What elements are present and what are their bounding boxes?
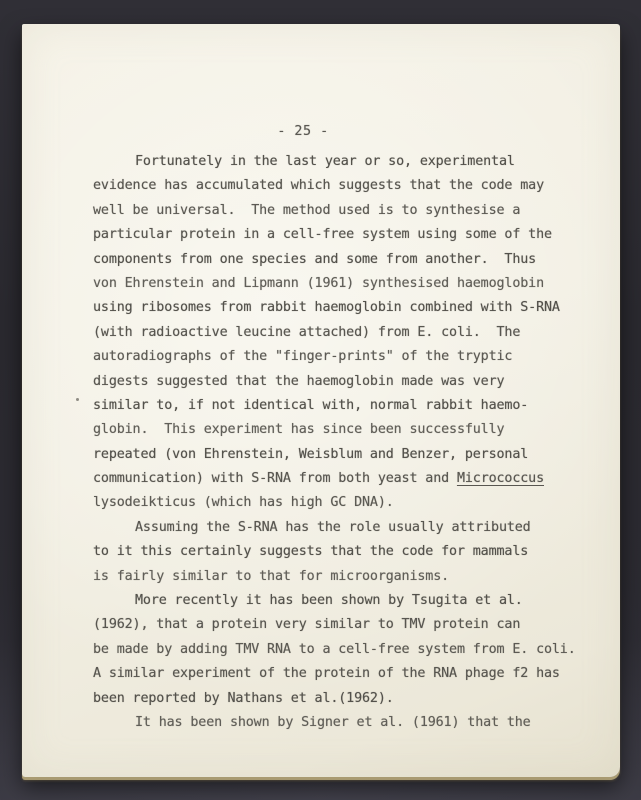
text-line (93, 418, 598, 442)
text-segment: (with radioactive leucine attached) from E. coli. The (93, 324, 521, 340)
text-segment: be made by adding TMV RNA to a cell-free system from E. coli. (93, 641, 576, 657)
text-segment: is fairly similar to that for microorganisms. (93, 568, 450, 584)
text-segment: More recently it has been shown by Tsugita et al. (135, 593, 523, 609)
margin-ink-dot (76, 398, 79, 401)
text-line (93, 589, 598, 613)
text-segment: von Ehrenstein and Lipmann (1961) synthesised haemoglobin (93, 275, 544, 291)
text-line (93, 565, 598, 589)
text-line (93, 321, 598, 345)
text-line (93, 345, 598, 369)
text-line (93, 516, 598, 540)
text-segment: globin. This experiment has since been successfully (93, 422, 505, 438)
text-segment: well be universal. The method used is to synthesise a (93, 202, 521, 218)
text-line (93, 687, 598, 711)
text-segment: particular protein in a cell-free system using some of the (93, 227, 552, 243)
text-segment: It has been shown by Signer et al. (1961) that the (135, 714, 531, 730)
text-line (93, 272, 598, 296)
text-line (93, 174, 598, 198)
text-line (93, 248, 598, 272)
text-segment: digests suggested that the haemoglobin made was very (93, 373, 505, 389)
text-line (93, 199, 598, 223)
text-segment: Assuming the S-RNA has the role usually attributed (135, 519, 531, 535)
text-line (93, 711, 598, 735)
text-segment: (1962), that a protein very similar to TMV protein can (93, 617, 521, 633)
text-segment: to it this certainly suggests that the code for mammals (93, 544, 529, 560)
text-segment: Fortunately in the last year or so, experimental (135, 154, 515, 169)
text-segment: lysodeikticus (which has high GC DNA). (93, 495, 394, 511)
text-line (93, 491, 598, 515)
text-segment: similar to, if not identical with, normal rabbit haemo- (93, 397, 529, 413)
text-segment: components from one species and some from another. Thus (93, 251, 537, 267)
text-segment: communication) with S-RNA from both yeast and (93, 471, 457, 487)
text-segment: been reported by Nathans et al.(1962). (93, 690, 394, 706)
text-segment: repeated (von Ehrenstein, Weisblum and Benzer, personal (93, 446, 529, 462)
page-number: - 25 - (277, 124, 329, 139)
text-line (93, 662, 598, 686)
text-line (93, 394, 598, 418)
text-line (93, 370, 598, 394)
text-segment: evidence has accumulated which suggests that the code may (93, 178, 544, 194)
text-segment: autoradiographs of the "finger-prints" of the tryptic (93, 349, 513, 365)
underlined-term: Micrococcus (456, 471, 544, 487)
text-segment: A similar experiment of the protein of the RNA phage f2 has (93, 666, 560, 682)
text-line (93, 223, 598, 247)
text-line (93, 443, 598, 467)
text-segment: using ribosomes from rabbit haemoglobin combined with S-RNA (93, 300, 560, 316)
text-line (93, 467, 598, 491)
document-page (22, 24, 620, 777)
typewritten-text-block (93, 150, 598, 735)
text-line (93, 296, 598, 320)
text-line (93, 638, 598, 662)
text-line (93, 613, 598, 637)
text-line (93, 540, 598, 564)
text-line (93, 150, 598, 174)
